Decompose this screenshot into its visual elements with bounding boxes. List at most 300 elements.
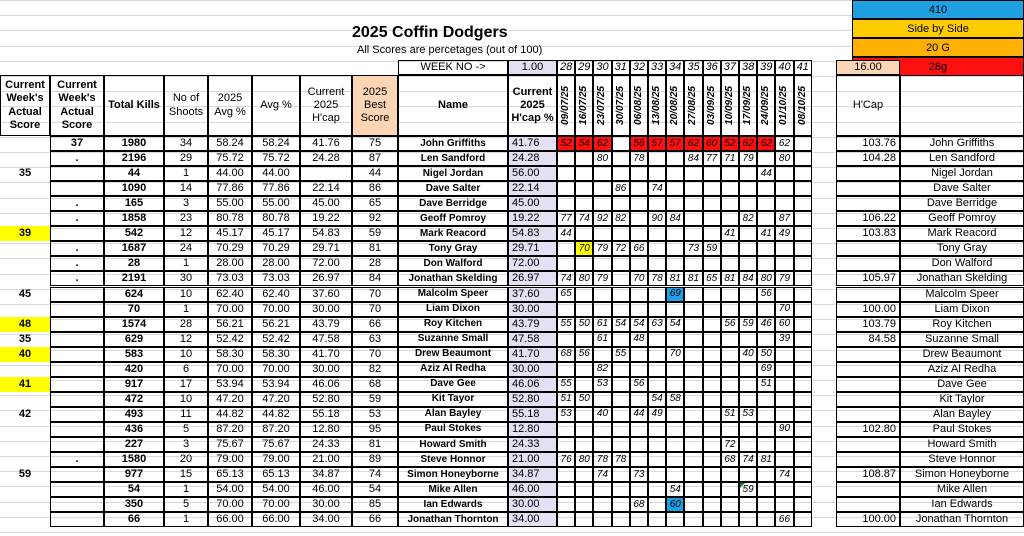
- week-score[interactable]: [794, 241, 812, 256]
- no-of-shoots[interactable]: 20: [164, 452, 208, 467]
- hcap-right[interactable]: [836, 377, 900, 392]
- player-name[interactable]: Paul Stokes: [398, 422, 508, 437]
- week-number[interactable]: 35: [684, 60, 702, 75]
- week-score[interactable]: [648, 347, 666, 362]
- week-score[interactable]: [575, 407, 593, 422]
- avg-pct[interactable]: 66.00: [252, 512, 300, 527]
- week-score[interactable]: [721, 377, 739, 392]
- week-score[interactable]: [684, 317, 702, 332]
- week-score[interactable]: [575, 151, 593, 166]
- date-header[interactable]: [757, 75, 775, 136]
- actual-score[interactable]: 39: [0, 226, 50, 241]
- current-hcap[interactable]: 30.00: [300, 302, 352, 317]
- current-hcap[interactable]: 41.70: [300, 347, 352, 362]
- best-score[interactable]: 53: [352, 407, 398, 422]
- week-score[interactable]: [775, 407, 793, 422]
- week-number[interactable]: 36: [703, 60, 721, 75]
- no-of-shoots[interactable]: 29: [164, 151, 208, 166]
- week-score[interactable]: 81: [666, 271, 684, 286]
- week-score[interactable]: [721, 467, 739, 482]
- total-kills[interactable]: 2191: [104, 271, 164, 286]
- week-score[interactable]: [612, 271, 630, 286]
- week-score[interactable]: [666, 302, 684, 317]
- week-score[interactable]: [630, 452, 648, 467]
- week-score[interactable]: [721, 241, 739, 256]
- avg-2025[interactable]: 44.82: [208, 407, 252, 422]
- week-number[interactable]: 29: [575, 60, 593, 75]
- week-score[interactable]: [684, 482, 702, 497]
- week-score[interactable]: [703, 482, 721, 497]
- avg-2025[interactable]: 45.17: [208, 226, 252, 241]
- week-score[interactable]: [575, 512, 593, 527]
- avg-2025[interactable]: 70.29: [208, 241, 252, 256]
- hcap-pct[interactable]: 54.83: [508, 226, 557, 241]
- avg-pct[interactable]: 65.13: [252, 467, 300, 482]
- actual-score[interactable]: 35: [18, 332, 32, 345]
- total-kills[interactable]: 28: [104, 256, 164, 271]
- hcap-right[interactable]: 106.22: [836, 211, 900, 226]
- week-score[interactable]: 54: [666, 317, 684, 332]
- week-number[interactable]: 38: [739, 60, 757, 75]
- no-of-shoots[interactable]: 23: [164, 211, 208, 226]
- week-score[interactable]: [630, 437, 648, 452]
- week-score[interactable]: 54: [612, 317, 630, 332]
- date-header[interactable]: [684, 75, 702, 136]
- header-kills[interactable]: Total Kills: [104, 75, 164, 136]
- week-score[interactable]: [557, 467, 575, 482]
- best-score[interactable]: 59: [352, 226, 398, 241]
- week-score[interactable]: [684, 407, 702, 422]
- no-of-shoots[interactable]: 6: [164, 362, 208, 377]
- week-score[interactable]: 66: [775, 512, 793, 527]
- week-score[interactable]: [703, 512, 721, 527]
- week-score[interactable]: [721, 287, 739, 302]
- week-score[interactable]: 55: [612, 347, 630, 362]
- week-score[interactable]: 40: [593, 407, 611, 422]
- week-score[interactable]: [593, 392, 611, 407]
- hcap-pct[interactable]: 29.71: [508, 241, 557, 256]
- week-score[interactable]: [612, 497, 630, 512]
- week-score[interactable]: [666, 226, 684, 241]
- player-name[interactable]: Nigel Jordan: [398, 166, 508, 181]
- week-score[interactable]: [575, 181, 593, 196]
- header-avg25[interactable]: 2025 Avg %: [208, 75, 252, 136]
- week-score[interactable]: [630, 226, 648, 241]
- week-score[interactable]: [593, 497, 611, 512]
- week-score[interactable]: [630, 166, 648, 181]
- best-score[interactable]: 74: [352, 467, 398, 482]
- date-header[interactable]: [648, 75, 666, 136]
- hcap-right[interactable]: 103.76: [836, 136, 900, 151]
- week-score[interactable]: [703, 452, 721, 467]
- week-score[interactable]: 60: [775, 317, 793, 332]
- player-name-right[interactable]: Roy Kitchen: [900, 317, 1024, 332]
- week-score[interactable]: 74: [557, 271, 575, 286]
- week-score[interactable]: [557, 151, 575, 166]
- week-score[interactable]: 84: [739, 271, 757, 286]
- week-score[interactable]: 54: [630, 317, 648, 332]
- current-hcap[interactable]: 30.00: [300, 362, 352, 377]
- week-score[interactable]: [739, 226, 757, 241]
- avg-2025[interactable]: 56.21: [208, 317, 252, 332]
- avg-pct[interactable]: 77.86: [252, 181, 300, 196]
- week-score[interactable]: [666, 467, 684, 482]
- week-score[interactable]: [794, 482, 812, 497]
- avg-pct[interactable]: 52.42: [252, 332, 300, 347]
- hcap-pct[interactable]: 30.00: [508, 497, 557, 512]
- avg-pct[interactable]: 53.94: [252, 377, 300, 392]
- week-score[interactable]: [666, 241, 684, 256]
- week-score[interactable]: 90: [648, 211, 666, 226]
- week-score[interactable]: [684, 332, 702, 347]
- week-score[interactable]: [684, 302, 702, 317]
- week-score[interactable]: [794, 151, 812, 166]
- week-score[interactable]: [684, 226, 702, 241]
- week-score[interactable]: [612, 136, 630, 151]
- week-score[interactable]: [757, 422, 775, 437]
- week-score[interactable]: [757, 332, 775, 347]
- no-of-shoots[interactable]: 14: [164, 181, 208, 196]
- week-score[interactable]: [593, 512, 611, 527]
- week-score[interactable]: [739, 241, 757, 256]
- week-score[interactable]: [684, 497, 702, 512]
- week-score[interactable]: 74: [648, 181, 666, 196]
- week-score[interactable]: [593, 256, 611, 271]
- week-score[interactable]: [721, 256, 739, 271]
- week-number[interactable]: 33: [648, 60, 666, 75]
- week-score[interactable]: 84: [684, 151, 702, 166]
- week-score[interactable]: [684, 211, 702, 226]
- week-score[interactable]: [666, 196, 684, 211]
- week-score[interactable]: [630, 302, 648, 317]
- week-score[interactable]: [575, 302, 593, 317]
- week-score[interactable]: [775, 452, 793, 467]
- week-score[interactable]: 62: [684, 136, 702, 151]
- week-score[interactable]: [630, 362, 648, 377]
- actual-score[interactable]: [0, 437, 50, 452]
- current-hcap[interactable]: 12.80: [300, 422, 352, 437]
- week-score[interactable]: [666, 377, 684, 392]
- week-score[interactable]: [666, 407, 684, 422]
- current-hcap[interactable]: 30.00: [300, 497, 352, 512]
- week-score[interactable]: [684, 422, 702, 437]
- actual-score[interactable]: 48: [0, 317, 50, 332]
- week-score[interactable]: [612, 377, 630, 392]
- week-score[interactable]: [794, 287, 812, 302]
- hcap-right[interactable]: [836, 181, 900, 196]
- week-score[interactable]: 76: [557, 452, 575, 467]
- week-score[interactable]: [739, 497, 757, 512]
- week-score[interactable]: 59: [739, 482, 757, 497]
- week-score[interactable]: 74: [739, 452, 757, 467]
- avg-2025[interactable]: 53.94: [208, 377, 252, 392]
- week-score[interactable]: [775, 196, 793, 211]
- best-score[interactable]: 70: [352, 347, 398, 362]
- week-score[interactable]: [612, 226, 630, 241]
- week-score[interactable]: 69: [666, 287, 684, 302]
- week-score[interactable]: [557, 256, 575, 271]
- week-score[interactable]: [703, 256, 721, 271]
- date-header[interactable]: [775, 75, 793, 136]
- week-score[interactable]: 57: [648, 136, 666, 151]
- no-of-shoots[interactable]: 10: [164, 287, 208, 302]
- best-score[interactable]: 66: [352, 512, 398, 527]
- week-score[interactable]: [648, 166, 666, 181]
- week-score[interactable]: [575, 467, 593, 482]
- week-score[interactable]: [557, 302, 575, 317]
- week-score[interactable]: [630, 392, 648, 407]
- week-score[interactable]: [666, 512, 684, 527]
- best-score[interactable]: 70: [352, 287, 398, 302]
- hcap-right[interactable]: 103.83: [836, 226, 900, 241]
- week-score[interactable]: [612, 467, 630, 482]
- total-kills[interactable]: 917: [104, 377, 164, 392]
- actual-score[interactable]: 42: [18, 407, 32, 420]
- week-score[interactable]: [794, 497, 812, 512]
- week-score[interactable]: [775, 256, 793, 271]
- week-score[interactable]: 78: [612, 452, 630, 467]
- actual-score-2[interactable]: [50, 332, 104, 347]
- week-score[interactable]: [721, 392, 739, 407]
- week-score[interactable]: 78: [593, 452, 611, 467]
- hcap-pct[interactable]: 45.00: [508, 196, 557, 211]
- date-header[interactable]: [739, 75, 757, 136]
- best-score[interactable]: 81: [352, 241, 398, 256]
- actual-score-2[interactable]: [50, 482, 104, 497]
- week-score[interactable]: [757, 196, 775, 211]
- week-score[interactable]: [612, 332, 630, 347]
- current-hcap[interactable]: 19.22: [300, 211, 352, 226]
- week-score[interactable]: [794, 347, 812, 362]
- week-score[interactable]: [575, 377, 593, 392]
- total-kills[interactable]: 420: [104, 362, 164, 377]
- week-score[interactable]: 44: [557, 226, 575, 241]
- week-score[interactable]: [557, 362, 575, 377]
- week-score[interactable]: [593, 181, 611, 196]
- week-score[interactable]: 62: [593, 136, 611, 151]
- avg-pct[interactable]: 44.00: [252, 166, 300, 181]
- no-of-shoots[interactable]: 24: [164, 241, 208, 256]
- week-score[interactable]: [757, 407, 775, 422]
- actual-score-2[interactable]: [50, 377, 104, 392]
- week-score[interactable]: [757, 211, 775, 226]
- week-score[interactable]: 62: [739, 136, 757, 151]
- no-of-shoots[interactable]: 17: [164, 377, 208, 392]
- week-score[interactable]: 68: [630, 497, 648, 512]
- total-kills[interactable]: 350: [104, 497, 164, 512]
- current-hcap[interactable]: 34.87: [300, 467, 352, 482]
- week-score[interactable]: 70: [575, 241, 593, 256]
- actual-score[interactable]: [0, 271, 50, 286]
- avg-pct[interactable]: 55.00: [252, 196, 300, 211]
- hcap-pct[interactable]: 30.00: [508, 362, 557, 377]
- hcap-right[interactable]: [836, 241, 900, 256]
- week-score[interactable]: [575, 362, 593, 377]
- hcap-right[interactable]: 100.00: [836, 512, 900, 527]
- no-of-shoots[interactable]: 1: [164, 166, 208, 181]
- week-score[interactable]: 53: [739, 407, 757, 422]
- week-score[interactable]: 82: [739, 211, 757, 226]
- player-name[interactable]: Geoff Pomroy: [398, 211, 508, 226]
- best-score[interactable]: 28: [352, 256, 398, 271]
- actual-score[interactable]: 35: [18, 167, 32, 180]
- week-score[interactable]: [794, 166, 812, 181]
- week-score[interactable]: 55: [557, 377, 575, 392]
- week-score[interactable]: [557, 181, 575, 196]
- week-score[interactable]: 90: [775, 422, 793, 437]
- week-number[interactable]: 39: [757, 60, 775, 75]
- week-score[interactable]: 70: [775, 302, 793, 317]
- week-score[interactable]: 80: [575, 452, 593, 467]
- week-score[interactable]: [684, 392, 702, 407]
- no-of-shoots[interactable]: 5: [164, 422, 208, 437]
- week-score[interactable]: 86: [612, 181, 630, 196]
- week-score[interactable]: [757, 392, 775, 407]
- week-score[interactable]: 61: [593, 317, 611, 332]
- week-score[interactable]: 57: [666, 136, 684, 151]
- no-of-shoots[interactable]: 1: [164, 482, 208, 497]
- week-score[interactable]: [684, 256, 702, 271]
- actual-score[interactable]: [0, 362, 50, 377]
- week-score[interactable]: [757, 497, 775, 512]
- week-score[interactable]: 65: [703, 271, 721, 286]
- avg-pct[interactable]: 58.30: [252, 347, 300, 362]
- week-score[interactable]: [612, 437, 630, 452]
- week-score[interactable]: [648, 422, 666, 437]
- date-header[interactable]: [575, 75, 593, 136]
- week-number[interactable]: 28: [557, 60, 575, 75]
- week-score[interactable]: [648, 226, 666, 241]
- hcap-right[interactable]: [836, 407, 900, 422]
- hcap-right[interactable]: [836, 362, 900, 377]
- hcap-pct[interactable]: 19.22: [508, 211, 557, 226]
- actual-score[interactable]: [0, 497, 50, 512]
- week-score[interactable]: 74: [575, 211, 593, 226]
- actual-score-2[interactable]: .: [50, 241, 104, 256]
- avg-2025[interactable]: 44.00: [208, 166, 252, 181]
- week-score[interactable]: [557, 196, 575, 211]
- week-score[interactable]: [739, 422, 757, 437]
- week-score[interactable]: 81: [721, 271, 739, 286]
- week-score[interactable]: [794, 256, 812, 271]
- actual-score[interactable]: [0, 136, 50, 151]
- current-hcap[interactable]: 24.28: [300, 151, 352, 166]
- player-name[interactable]: Jonathan Skelding: [398, 271, 508, 286]
- week-score[interactable]: [593, 302, 611, 317]
- week-score[interactable]: 66: [630, 241, 648, 256]
- avg-2025[interactable]: 73.03: [208, 271, 252, 286]
- week-score[interactable]: [757, 482, 775, 497]
- player-name[interactable]: Aziz Al Redha: [398, 362, 508, 377]
- current-hcap[interactable]: 47.58: [300, 332, 352, 347]
- player-name[interactable]: Tony Gray: [398, 241, 508, 256]
- total-kills[interactable]: 54: [104, 482, 164, 497]
- actual-score-2[interactable]: [50, 302, 104, 317]
- current-hcap[interactable]: 22.14: [300, 181, 352, 196]
- week-number[interactable]: 31: [612, 60, 630, 75]
- avg-pct[interactable]: 70.29: [252, 241, 300, 256]
- player-name[interactable]: Howard Smith: [398, 437, 508, 452]
- header-a[interactable]: Current Week's Actual Score: [0, 75, 50, 136]
- actual-score-2[interactable]: .: [50, 151, 104, 166]
- total-kills[interactable]: 629: [104, 332, 164, 347]
- no-of-shoots[interactable]: 15: [164, 467, 208, 482]
- week-score[interactable]: [703, 392, 721, 407]
- hcap-pct[interactable]: 30.00: [508, 302, 557, 317]
- week-score[interactable]: 54: [575, 136, 593, 151]
- week-score[interactable]: 50: [757, 347, 775, 362]
- actual-score-2[interactable]: [50, 407, 104, 422]
- week-score[interactable]: [593, 287, 611, 302]
- avg-2025[interactable]: 70.00: [208, 362, 252, 377]
- week-score[interactable]: [648, 241, 666, 256]
- week-score[interactable]: [575, 497, 593, 512]
- current-hcap[interactable]: 21.00: [300, 452, 352, 467]
- week-score[interactable]: 72: [721, 437, 739, 452]
- week-score[interactable]: [684, 196, 702, 211]
- week-score[interactable]: [775, 377, 793, 392]
- avg-pct[interactable]: 80.78: [252, 211, 300, 226]
- week-score[interactable]: [721, 362, 739, 377]
- best-score[interactable]: 81: [352, 437, 398, 452]
- hcap-right[interactable]: 105.97: [836, 271, 900, 286]
- week-score[interactable]: [630, 196, 648, 211]
- actual-score[interactable]: [0, 211, 50, 226]
- week-score[interactable]: [703, 211, 721, 226]
- week-score[interactable]: [648, 497, 666, 512]
- week-score[interactable]: 60: [703, 136, 721, 151]
- total-kills[interactable]: 493: [104, 407, 164, 422]
- actual-score-2[interactable]: .: [50, 211, 104, 226]
- no-of-shoots[interactable]: 11: [164, 407, 208, 422]
- date-header[interactable]: [666, 75, 684, 136]
- hcap-pct[interactable]: 72.00: [508, 256, 557, 271]
- week-score[interactable]: [593, 482, 611, 497]
- player-name-right[interactable]: Dave Berridge: [900, 196, 1024, 211]
- week-score[interactable]: [666, 362, 684, 377]
- actual-score-2[interactable]: [50, 362, 104, 377]
- actual-score[interactable]: [0, 452, 50, 467]
- week-score[interactable]: [739, 196, 757, 211]
- week-score[interactable]: [612, 166, 630, 181]
- total-kills[interactable]: 472: [104, 392, 164, 407]
- week-score[interactable]: [775, 482, 793, 497]
- avg-pct[interactable]: 56.21: [252, 317, 300, 332]
- header-best[interactable]: 2025 Best Score: [352, 75, 398, 136]
- week-score[interactable]: [666, 332, 684, 347]
- player-name[interactable]: Jonathan Thornton: [398, 512, 508, 527]
- week-score[interactable]: [739, 256, 757, 271]
- total-kills[interactable]: 1687: [104, 241, 164, 256]
- week-score[interactable]: 72: [612, 241, 630, 256]
- no-of-shoots[interactable]: 34: [164, 136, 208, 151]
- week-score[interactable]: [593, 166, 611, 181]
- player-name[interactable]: Ian Edwards: [398, 497, 508, 512]
- avg-pct[interactable]: 75.67: [252, 437, 300, 452]
- week-score[interactable]: [721, 422, 739, 437]
- hcap-right[interactable]: [836, 347, 900, 362]
- player-name[interactable]: Dave Berridge: [398, 196, 508, 211]
- total-kills[interactable]: 2196: [104, 151, 164, 166]
- player-name[interactable]: Len Sandford: [398, 151, 508, 166]
- actual-score-2[interactable]: [50, 166, 104, 181]
- week-score[interactable]: 46: [757, 317, 775, 332]
- week-score[interactable]: [794, 467, 812, 482]
- total-kills[interactable]: 66: [104, 512, 164, 527]
- current-hcap[interactable]: 34.00: [300, 512, 352, 527]
- week-score[interactable]: [593, 196, 611, 211]
- player-name[interactable]: Liam Dixon: [398, 302, 508, 317]
